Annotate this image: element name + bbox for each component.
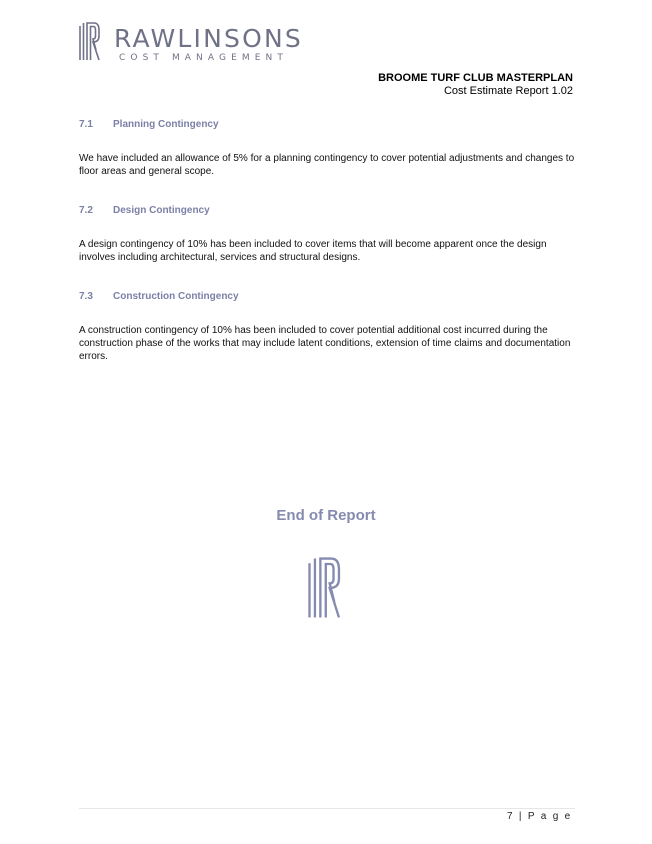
section-heading <box>79 205 210 216</box>
page-number: 7 | P a g e <box>506 811 572 822</box>
section-number: 7.3 <box>79 291 93 302</box>
section-body: A construction contingency of 10% has been included to cover potential additional cost incurred during the construction phase of the works that may include latent conditions, extension of time claims and documentation errors. <box>79 325 571 362</box>
rawlinsons-logo-mark-icon <box>306 557 344 619</box>
document-subtitle: Cost Estimate Report 1.02 <box>443 85 573 97</box>
section-heading <box>79 291 239 302</box>
section-title: Construction Contingency <box>113 291 239 302</box>
rawlinsons-logo <box>78 22 303 64</box>
document-title: BROOME TURF CLUB MASTERPLAN <box>378 72 573 84</box>
rawlinsons-logo-mark-icon <box>78 22 102 62</box>
section-title: Planning Contingency <box>113 119 219 130</box>
section-body: A design contingency of 10% has been included to cover items that will become apparent once the design involves including architectural, services and structural designs. <box>79 239 547 263</box>
footer-divider <box>79 808 575 809</box>
logo-wordmark: RAWLINSONS <box>114 24 303 53</box>
section-body: We have included an allowance of 5% for a planning contingency to cover potential adjustments and changes to floor areas and general scope. <box>79 153 575 177</box>
section-number: 7.1 <box>79 119 93 130</box>
section-number: 7.2 <box>79 205 93 216</box>
section-title: Design Contingency <box>113 205 210 216</box>
logo-tagline: COST MANAGEMENT <box>119 53 288 63</box>
end-of-report-heading: End of Report <box>276 507 376 524</box>
section-heading <box>79 119 219 130</box>
